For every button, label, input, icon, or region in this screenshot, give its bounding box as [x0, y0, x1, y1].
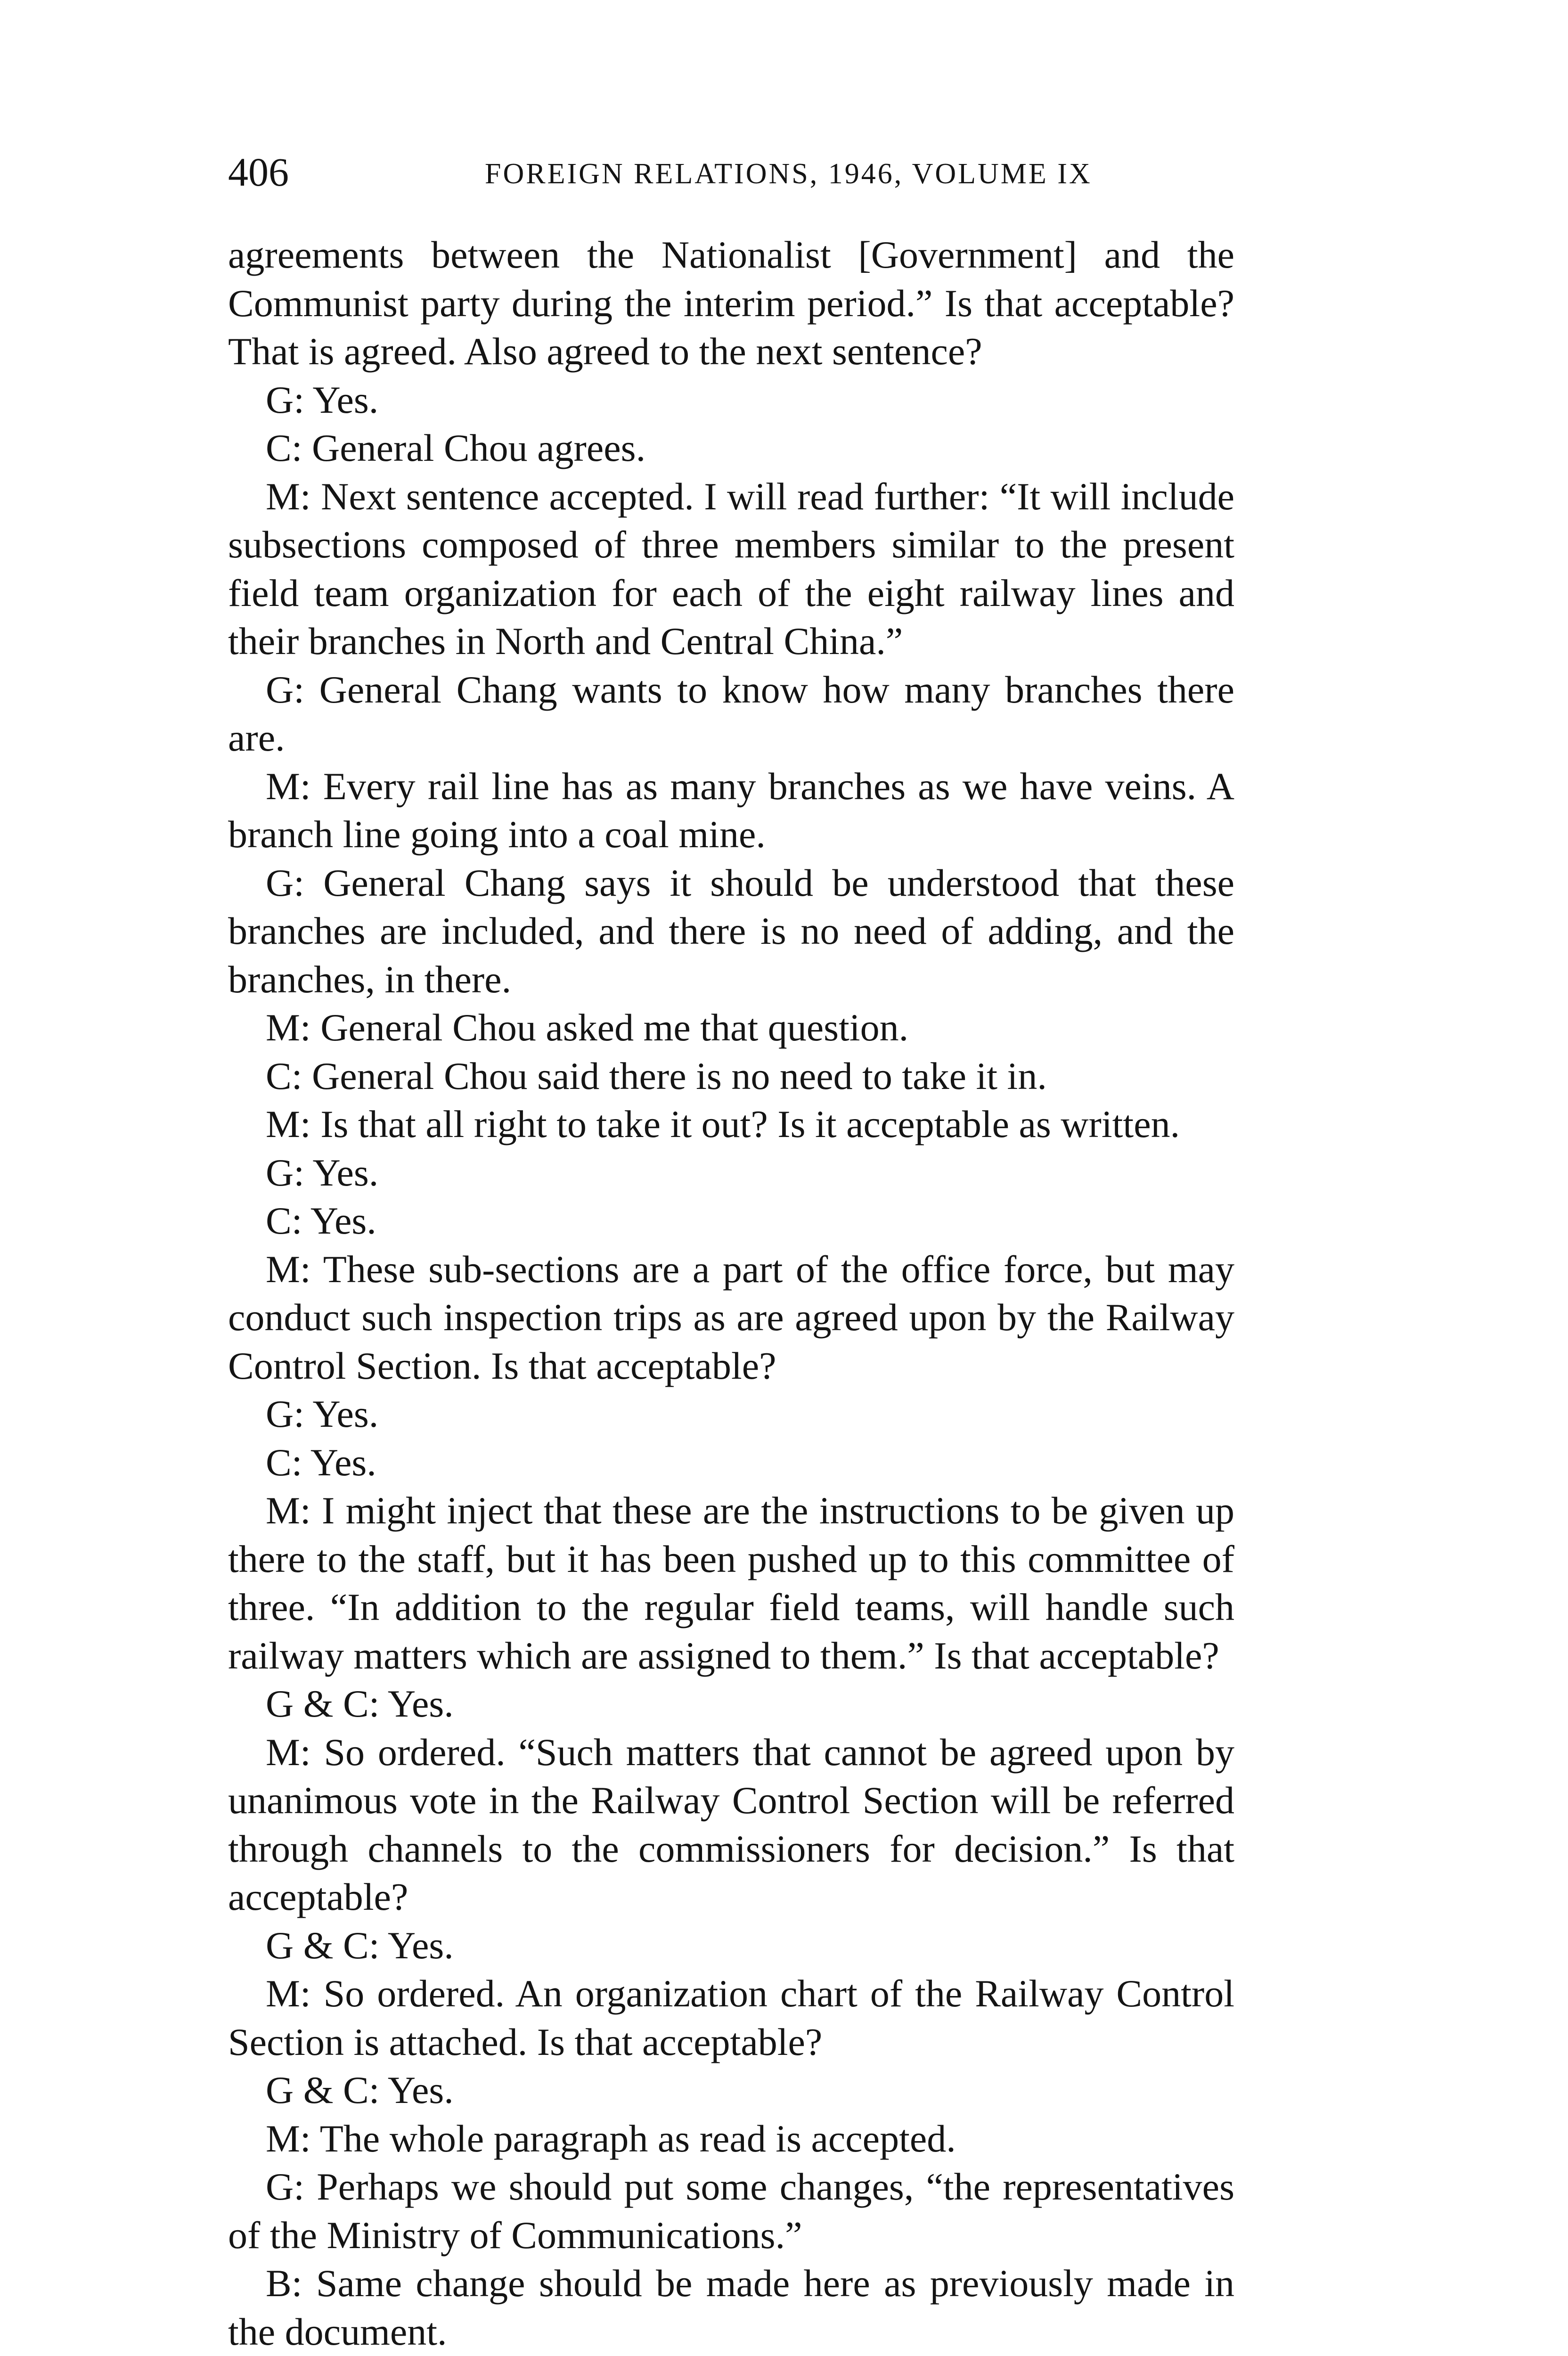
paragraph: agreements between the Nationalist [Government] and the Communist party during the interim period.” Is that acceptable? That is agreed. Also agreed to the next sentence?	[228, 233, 1234, 373]
paragraph: B: Same change should be made here as previously made in the document.	[228, 2262, 1234, 2353]
paragraph: G & C: Yes.	[266, 1923, 454, 1967]
paragraph: M: Is that all right to take it out? Is it acceptable as written.	[266, 1103, 1180, 1145]
paragraph: G: General Chang wants to know how many branches there are.	[228, 668, 1234, 759]
paragraph: C: Yes.	[266, 1199, 376, 1242]
paragraph: C: Yes.	[266, 1440, 376, 1484]
paragraph: M: So ordered. “Such matters that cannot be agreed upon by unanimous vote in the Railway Control Section will be referred through channels to the commissioners for decision.” Is that acceptable?	[228, 1730, 1234, 1918]
paragraph: M: These sub-sections are a part of the office force, but may conduct such inspection trips as are agreed upon by the Railway Control Section. Is that acceptable?	[228, 1247, 1234, 1387]
paragraph: M: I might inject that these are the instructions to be given up there to the staff, but it has been pushed up to this committee of three. “In addition to the regular field teams, will handle such railway matters which are assigned to them.” Is that acceptable?	[228, 1489, 1234, 1677]
paragraph: G: Yes.	[266, 1392, 379, 1435]
paragraph: C: General Chou said there is no need to take it in.	[266, 1054, 1047, 1097]
paragraph: G: Yes.	[266, 1151, 379, 1194]
paragraph: G: General Chang says it should be understood that these branches are included, and there is no need of adding, and the branches, in there.	[228, 861, 1234, 1001]
paragraph: C: General Chou agrees.	[266, 426, 646, 469]
paragraph: G: Perhaps we should put some changes, “the representatives of the Ministry of Communications.”	[228, 2165, 1234, 2257]
running-title: FOREIGN RELATIONS, 1946, VOLUME IX	[485, 158, 1092, 190]
page-number: 406	[228, 149, 289, 195]
paragraph: G: Yes.	[266, 378, 379, 421]
paragraph: M: General Chou asked me that question.	[266, 1006, 909, 1049]
paragraph: M: The whole paragraph as read is accepted.	[266, 2117, 956, 2160]
page-header	[228, 146, 1234, 198]
paragraph: M: So ordered. An organization chart of the Railway Control Section is attached. Is that acceptable?	[228, 1972, 1234, 2063]
paragraph: M: Next sentence accepted. I will read further: “It will include subsections composed of three members similar to the present field team organization for each of the eight railway lines and their branches in North and Central China.”	[228, 474, 1234, 663]
paragraph: G & C: Yes.	[266, 1682, 454, 1725]
paragraph: G & C: Yes.	[266, 2069, 454, 2111]
body-text	[228, 231, 1234, 2356]
paragraph: M: Every rail line has as many branches as we have veins. A branch line going into a coal mine.	[228, 764, 1234, 856]
